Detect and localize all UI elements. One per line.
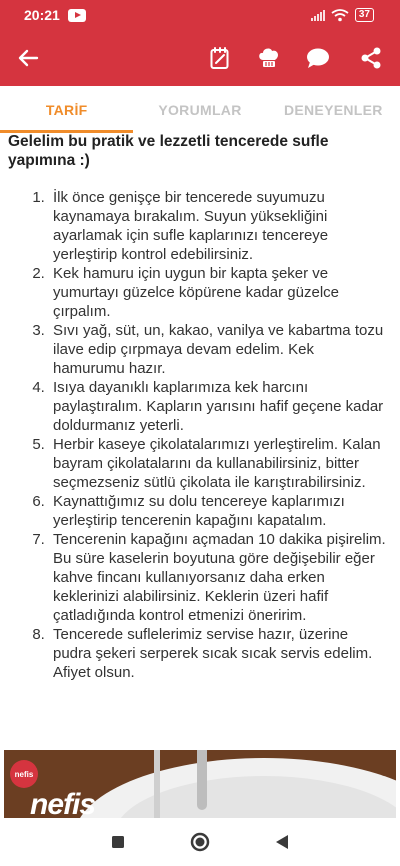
- nefis-logo-badge: nefis: [10, 760, 38, 788]
- share-icon: [360, 46, 382, 70]
- share-button[interactable]: [349, 30, 393, 86]
- status-time: 20:21: [24, 7, 60, 23]
- triangle-back-icon: [275, 834, 289, 850]
- square-icon: [111, 835, 125, 849]
- recipe-step: 4. Isıya dayanıklı kaplarımıza kek harcını paylaştıralım. Kapların yarısını hafif geçene kadar doldurmanız yeterli.: [49, 378, 386, 435]
- status-bar: [0, 0, 400, 30]
- recipe-step: 8. Tencerede suflelerimiz servise hazır, üzerine pudra şekeri serperek sıcak sıcak servis edelim. Afiyet olsun.: [49, 625, 386, 682]
- recipe-intro: Gelelim bu pratik ve lezzetli tencerede sufle yapımına :): [8, 133, 329, 169]
- tab-tried[interactable]: DENEYENLER: [283, 102, 383, 118]
- speech-bubble-icon: [306, 47, 330, 69]
- youtube-notification-icon: [68, 9, 86, 22]
- shopping-list-button[interactable]: [198, 30, 242, 86]
- tab-bar: [0, 86, 400, 132]
- recipe-photo[interactable]: [4, 750, 396, 818]
- spoon-shape: [197, 750, 207, 810]
- comments-button[interactable]: [296, 30, 340, 86]
- circle-icon: [190, 832, 210, 852]
- recipe-step: 1. İlk önce genişçe bir tencerede suyumuzu kaynamaya bırakalım. Suyun yüksekliğini ayarlamak için sufle kaplarınızı tencereye yerleştirip kontrol edebilirsiniz.: [49, 188, 386, 264]
- recipe-step: 6. Kaynattığımız su dolu tencereye kaplarımızı yerleştirip tencerenin kapağını kapatalım.: [49, 492, 386, 530]
- spoon-shape: [154, 750, 160, 818]
- system-nav-bar: [0, 818, 400, 866]
- chef-hat-button[interactable]: [247, 30, 291, 86]
- app-bar: [0, 30, 400, 86]
- recipe-content[interactable]: [0, 130, 400, 818]
- battery-icon: 37: [355, 8, 374, 22]
- nefis-watermark: nefis: [30, 788, 96, 818]
- home-button[interactable]: [176, 818, 224, 866]
- notepad-icon: [209, 46, 231, 70]
- back-button[interactable]: [6, 30, 50, 86]
- recipe-step: 3. Sıvı yağ, süt, un, kakao, vanilya ve kabartma tozu ilave edip çırpmaya devam edelim. Kek hamurumu hazır.: [49, 321, 386, 378]
- status-indicators: [311, 8, 374, 22]
- recipe-step: 7. Tencerenin kapağını açmadan 10 dakika pişirelim. Bu süre kaselerin boyutuna göre değişebilir eğer kahve fincanı kullanıyorsanız daha erken keklerinizi alabilirsiniz. Keklerin üzeri hafif çatladığında kontrol etmenizi öneririm.: [49, 530, 386, 625]
- active-tab-indicator: [0, 130, 133, 133]
- chef-hat-icon: [257, 46, 281, 70]
- tab-comments[interactable]: YORUMLAR: [158, 102, 242, 118]
- wifi-icon: [331, 9, 349, 22]
- tab-recipe[interactable]: TARİF: [45, 102, 88, 118]
- arrow-left-icon: [17, 47, 39, 69]
- recipe-step: 5. Herbir kaseye çikolatalarımızı yerleştirelim. Kalan bayram çikolatalarını da kullanabilirsiniz, bitter seçmezseniz sütlü çikolata ile karıştırabilirsiniz.: [49, 435, 386, 492]
- signal-icon: [311, 9, 325, 21]
- recipe-steps: [49, 188, 386, 682]
- recipe-step: 2. Kek hamuru için uygun bir kapta şeker ve yumurtayı güzelce köpürene kadar güzelce çırpalım.: [49, 264, 386, 321]
- back-nav-button[interactable]: [258, 818, 306, 866]
- recents-button[interactable]: [94, 818, 142, 866]
